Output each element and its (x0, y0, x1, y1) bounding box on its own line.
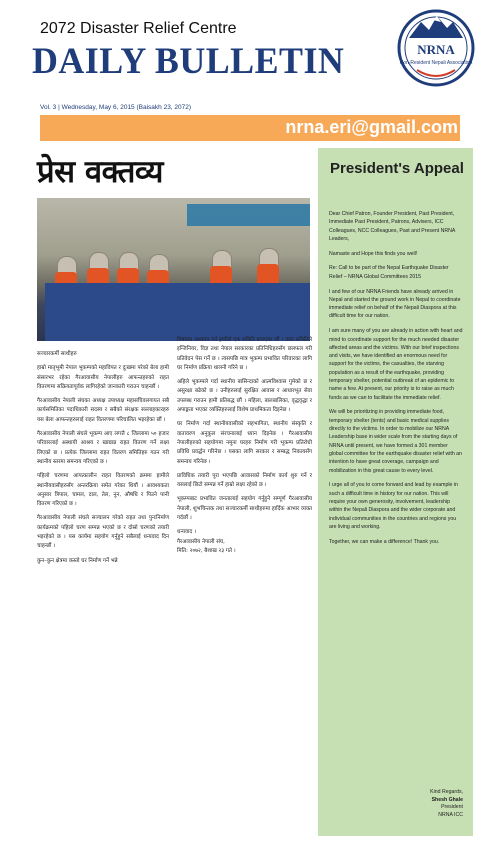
article-paragraph: विषयमा अध्ययन गर्न हामीले एक समिति बनाएका छौं । उक्त समितिले इन्जिनियर, विज्ञ तथा नेपाल सरकारका प्रतिनिधिहरुसँग छलफल गरी प्रतिवेदन पेस गर्ने छ । त्यसपछि मात्र भूकम्प प्रभावित परिवारका लागि घर निर्माण प्रक्रिया थालनी गरिने छ । (177, 337, 312, 371)
article-paragraph: कुन–कुन क्षेत्रमा कस्तो घर निर्माण गर्ने भन्ने (37, 557, 118, 564)
article-paragraph: पहिलो चरणमा आपत्कालीन राहत वितरणको क्रममा हामीले स्थानीयवासीहरुसँग अन्तरक्रिया समेत गरेका थियौं । आवश्यकता अनुसार त्रिपाल, चामल, दाल, तेल, नुन, औषधि र पिउने पानी वितरण गरिएको छ । (37, 473, 169, 508)
sidebar-signature (329, 789, 463, 819)
sign-regards: Kind Regards, (430, 789, 463, 795)
article-paragraph: प्राविधिक तयारी पूरा भएपछि आवासको निर्माण कार्य शुरु गर्ने र यसलाई छिटो सम्पन्न गर्ने हाम्रो लक्ष्य रहेको छ । (177, 472, 312, 489)
volume-line: Vol. 3 | Wednesday, May 6, 2015 (Baisakh 23, 2072) (40, 104, 192, 111)
article-paragraph: गैरआवासीय नेपाली संघले भूकम्प आए लगत्तै ८ जिल्लामा ५० हजार परिवारलाई अस्थायी आश्रय र खाद्यान्न राहत वितरण गर्ने लक्ष्य लिएको छ । प्रत्येक जिल्लामा राहत वितरण समितिहरु गठन गरी स्थानीय स्तरमा समन्वय गरिएको छ । (37, 431, 169, 465)
bulletin-subtitle: 2072 Disaster Relief Centre (40, 20, 237, 37)
article-paragraph: अहिले भूकम्पले गर्दा स्थानीय बासिन्दाको आत्मविश्वास गुमेको छ र असुरक्षा बढेको छ । उनीहरुलाई सुरक्षित आवास र आधारभूत सेवा उपलब्ध गराउन हामी प्रतिबद्ध छौं । महिला, बालबालिका, वृद्धवृद्धा र अपाङ्गता भएका व्यक्तिहरुलाई विशेष प्राथमिकता दिइनेछ । (177, 379, 312, 414)
sidebar-paragraph: Re: Call to be part of the Nepal Earthquake Disaster Relief – NRNA Global Committees 2015 (329, 265, 449, 280)
sign-role: President (441, 804, 463, 810)
sidebar-paragraph: I am sure many of you are already in action with heart and mind to coordinate support for the much needed disaster affected areas and the victims. With our brief inspections and visits, we have identified an enormous need for support for the victims, the casualties, the starving population as a result of the earthquake, providing temporary shelter, potential outbreak of an epidemic to name a few. At present, our priority is to raise as much funds as we can to facilitate the immediate relief. (329, 328, 463, 401)
sidebar-paragraph: Together, we can make a difference! Thank you. (329, 538, 440, 545)
presidents-appeal-sidebar (318, 148, 473, 836)
article-paragraph: भूकम्पबाट प्रभावित जनतालाई सहयोग गर्नुहुने सम्पूर्ण गैरआवासीय नेपाली, शुभचिन्तक तथा सञ्चारकर्मी साथीहरुमा हार्दिक आभार व्यक्त गर्दछौं । (177, 496, 312, 522)
sidebar-paragraph: Namaste and Hope this finds you well! (329, 250, 418, 257)
article-date: मिति: २०७२, बैशाख २३ गते । (177, 547, 236, 554)
sidebar-paragraph: I and few of our NRNA Friends have already arrived in Nepal and started the ground work in Nepal to coordinate immediate relief on behalf of the Nepali Diaspora at this difficult time for our nation. (329, 288, 461, 320)
press-conference-photo (37, 198, 310, 341)
press-statement-title: प्रेस वक्तव्य (37, 154, 163, 190)
article-middle-column (177, 336, 312, 556)
sidebar-paragraph: Dear Chief Patron, Founder President, Past President, Immediate Past President, Patrons, Advisers, ICC Colleagues, NCC Colleagues, Past and Present NRNA Leaders, (329, 211, 456, 242)
contact-email-text[interactable]: nrna.eri@gmail.com (285, 117, 458, 137)
sidebar-title: President's Appeal (330, 160, 464, 177)
article-signoff: गैरआवासीय नेपाली संघ, (177, 538, 225, 545)
article-paragraph: सञ्चारकर्मी साथीहरु (37, 351, 77, 357)
nrna-logo (395, 8, 477, 88)
article-paragraph: गैरआवासीय नेपाली संघका अध्यक्ष उपाध्यक्ष महासचिवलगायत सबै कार्यसमितिका पदाधिकारी सदस्य र सबैको संरक्षक सल्लाहकारहरु यस बेला आफन्तहरुलाई राहत वितरणमा परिचालित भइरहेका छौं । (37, 398, 169, 423)
masthead-title: DAILY BULLETIN (32, 41, 345, 82)
logo-text: NRNA (417, 42, 455, 57)
article-left-column (37, 350, 169, 571)
sidebar-body (329, 210, 463, 552)
article-paragraph: घर निर्माण गर्दा स्थानीयवासीको सहभागिता, स्थानीय संस्कृति र वातावरण अनुकूल संरचनालाई ध्यान दिइनेछ । गैरआवासीय नेपालीहरुको सहयोगमा नमुना घरहरु निर्माण गरी भूकम्प प्रतिरोधी प्रविधि प्रवर्द्धन गरिनेछ । यसका लागि सरकार र सम्बद्ध निकायसँग समन्वय गरिनेछ । (177, 421, 312, 465)
sign-name: Shesh Ghale (431, 796, 463, 803)
logo-subtext: Non-Resident Nepali Association (399, 60, 473, 66)
contact-email[interactable] (40, 117, 460, 138)
article-paragraph: हाम्रो मातृभूमी नेपाल भूकम्पको महाविपत र दुःखमा परेको बेला हामी संसारभर रहेका गैरआवासीय नेपालीहरु आफन्तहरुको राहत वितरणमा सक्रियतापूर्वक लागिरहेको जानकारी गराउन चाहन्छौं । (37, 365, 169, 390)
photo-banner (187, 204, 310, 226)
photo-table (45, 283, 310, 341)
sign-org: NRNA ICC (438, 811, 463, 818)
article-signoff: धन्यवाद । (177, 529, 197, 536)
sidebar-paragraph: We will be prioritizing in providing immediate food, temporary shelter (tents) and basic medical supplies directly to the victims. In order to mobilize our NRNA Leadership base in wider scale from the starting days of NRNA until present, we have formed a 301 member global committee for the earthquake disaster relief with an intention to have great coverage, campaign and mobilization in this great cause to every level. (329, 409, 462, 474)
article-paragraph: गैरआवासीय नेपाली संघले सञ्चालन गरेको राहत तथा पुनःनिर्माण कार्यक्रमको पहिलो चरण सम्पन्न भएको छ र दोस्रो चरणको तयारी भइरहेको छ । यस कार्यमा सहयोग गर्नुहुने सबैलाई धन्यवाद दिन चाहन्छौं । (37, 515, 169, 550)
sidebar-paragraph: I urge all of you to come forward and lead by example in such a difficult time in history for our nation. This will require your own generosity, involvement, leadership within the Nepali Diaspora and the wider corporate and individual communities in the countries and regions you are living and working. (329, 482, 458, 530)
